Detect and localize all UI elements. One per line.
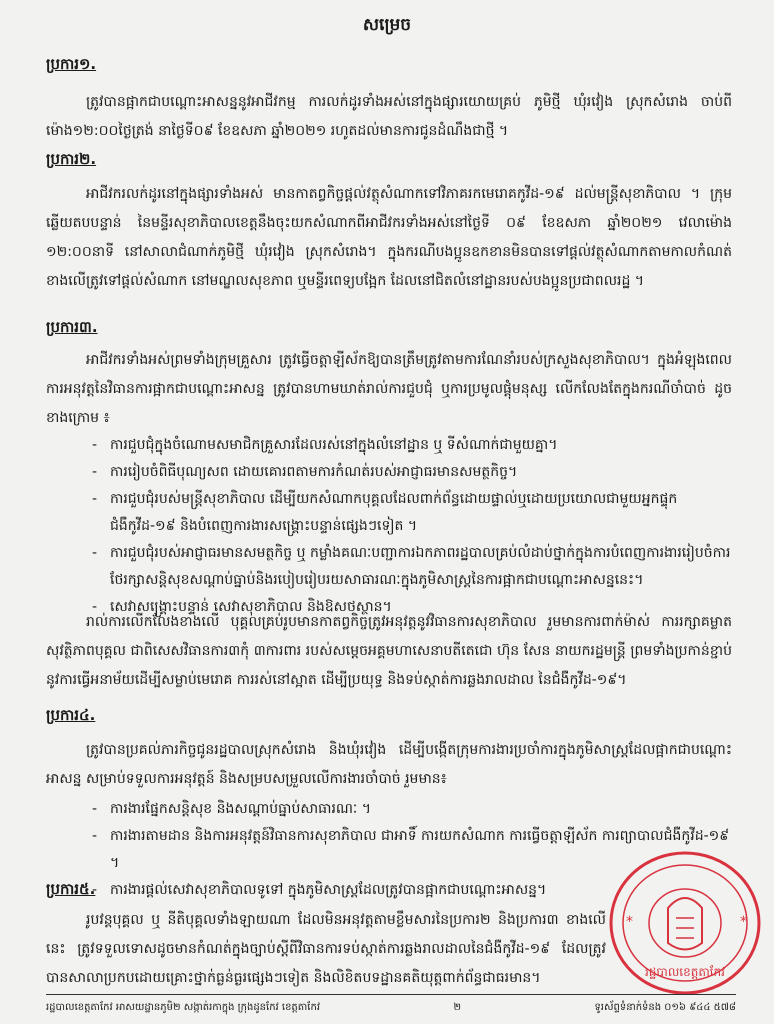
- article-2-heading: ប្រការ២.: [46, 150, 97, 168]
- article-3-body: អាជីវករទាំងអស់ព្រមទាំងក្រុមគ្រួសារ ត្រូវធ្វើចត្តាឡីស័កឱ្យបានត្រឹមត្រូវតាមការណែនាំរបស់ក្រសួងសុខាភិបាល។ ក្នុងអំឡុងពេលការអនុវត្តនៃវិធានការផ្អាកជាបណ្តោះអាសន្ន ត្រូវបានហាមឃាត់រាល់ការជួបជុំ ឬការប្រមូលផ្តុំមនុស្ស លើកលែងតែក្នុងករណីចាំបាច់ ដូចខាងក្រោម ៖: [46, 352, 732, 426]
- article-3-closing: រាល់ការលើកលែងខាងលើ បុគ្គលគ្រប់រូបមានកាតព្វកិច្ចត្រូវអនុវត្តនូវវិធានការសុខាភិបាល រួមមានការពាក់ម៉ាស់ ការរក្សាគម្លាតសុវត្ថិភាពបុគ្គល ជាពិសេសវិធានការ៣កុំ ៣ការពារ របស់សម្តេចអគ្គមហាសេនាបតីតេជោ ហ៊ុន សែន នាយករដ្ឋមន្ត្រី ព្រមទាំងប្រកាន់ខ្ជាប់នូវការធ្វើអនាម័យដើម្បីសម្លាប់មេរោគ ការរស់នៅស្អាត ដើម្បីប្រយុទ្ធ និងទប់ស្កាត់ការឆ្លងរាលដាល នៃជំងឺកូវីដ-១៩។: [46, 614, 732, 688]
- svg-text:*: *: [626, 914, 633, 930]
- list-item: - ការជួបជុំក្នុងចំណោមសមាជិកគ្រួសារដែលរស់នៅក្នុងលំនៅដ្ឋាន ឬ ទីសំណាក់ជាមួយគ្នា។: [88, 432, 732, 459]
- footer-phone: ទូរស័ព្ទទំនាក់ទំនង ០១៦ ៩៤៤ ៥៧៨: [594, 1001, 736, 1013]
- list-item: - ការរៀបចំពិធីបុណ្យសព ដោយគោរពតាមការកំណត់របស់អាជ្ញាធរមានសមត្ថកិច្ច។: [88, 459, 732, 486]
- article-1-body: ត្រូវបានផ្អាកជាបណ្តោះអាសន្ននូវអាជីវកម្ម ការលក់ដូរទាំងអស់នៅក្នុងផ្សារយោយគ្រប់ ភូមិថ្មី ឃុំរវៀង ស្រុកសំរោង ចាប់ពីម៉ោង១២:០០ថ្ងៃត្រង់ នាថ្ងៃទី០៩ ខែឧសភា ឆ្នាំ២០២១ រហូតដល់មានការជូនដំណឹងជាថ្មី ។: [46, 94, 732, 139]
- list-item: - ការជួបជុំរបស់មន្ត្រីសុខាភិបាល ដើម្បីយកសំណាកបុគ្គលដែលពាក់ព័ន្ធដោយផ្ទាល់ឬដោយប្រយោលជាមួយអ្នកផ្ទុកជំងឺកូវីដ-១៩ និងបំពេញការងារសង្គ្រោះបន្ទាន់ផ្សេងៗទៀត ។: [88, 486, 732, 540]
- list-item: - ការងារតាមដាន និងការអនុវត្តន៍វិធានការសុខាភិបាល ជាអាទិ៍ ការយកសំណាក ការធ្វើចត្តាឡីស័ក ការព្យាបាលជំងឺកូវីដ-១៩ ។: [88, 823, 732, 877]
- article-3-heading: ប្រការ៣.: [46, 318, 98, 336]
- footer-address: រដ្ឋបាលខេត្តតាកែវ អាសយដ្ឋានភូមិ២ សង្កាត់រកាក្នុង ក្រុងដូនកែវ ខេត្តតាកែវ: [46, 1001, 320, 1013]
- list-item: - សេវាសង្គ្រោះបន្ទាន់ សេវាសុខាភិបាល និងឱសថស្ថាន។: [88, 594, 732, 621]
- article-4-heading: ប្រការ៤.: [46, 706, 96, 724]
- article-5-body: រូបវន្តបុគ្គល ឬ នីតិបុគ្គលទាំងឡាយណា ដែលមិនអនុវត្តតាមខ្លឹមសារនៃប្រការ២ និងប្រការ៣ ខាងលើនេះ ត្រូវទទួលទោសដូចមានកំណត់ក្នុងច្បាប់ស្តីពីវិធានការទប់ស្កាត់ការឆ្លងរាលដាលនៃជំងឺកូវីដ-១៩ ដែលត្រូវបានសាលាប្រកបដោយគ្រោះថ្នាក់ធ្ងន់ធ្ងរផ្សេងៗទៀត និងលិខិតបទដ្ឋានគតិយុត្តពាក់ព័ន្ធជាធរមាន។: [46, 912, 606, 986]
- page-footer: [46, 994, 736, 1019]
- list-item: - ការងារផ្តល់សេវាសុខាភិបាលទូទៅ ក្នុងភូមិសាស្ត្រដែលត្រូវបានផ្អាកជាបណ្តោះអាសន្ន។: [88, 877, 732, 904]
- page-number: ២: [453, 1001, 462, 1013]
- article-3-exception-list: [88, 432, 732, 621]
- list-item: - ការជួបជុំរបស់អាជ្ញាធរមានសមត្ថកិច្ច ឬ កម្លាំងគណៈបញ្ជាការឯកភាពរដ្ឋបាលគ្រប់លំដាប់ថ្នាក់ក្នុងការបំពេញការងាររៀបចំការថែរក្សាសន្តិសុខសណ្តាប់ធ្នាប់និងរបៀបរៀបរយសាធារណៈក្នុងភូមិសាស្ត្រនៃការផ្អាកជាបណ្តោះអាសន្ននេះ។: [88, 540, 732, 594]
- seal-text: រដ្ឋបាលខេត្តតាកែវ: [645, 965, 725, 979]
- list-item: - ការងារផ្នែកសន្តិសុខ និងសណ្តាប់ធ្នាប់សាធារណៈ ។: [88, 796, 732, 823]
- article-4-body: ត្រូវបានប្រគល់ភារកិច្ចជូនរដ្ឋបាលស្រុកសំរោង និងឃុំរវៀង ដើម្បីបង្កើតក្រុមការងារប្រចាំការក្នុងភូមិសាស្ត្រដែលផ្អាកជាបណ្តោះអាសន្ន សម្រាប់ទទួលការអនុវត្តន៍ និងសម្របសម្រួលលើការងារចាំបាច់ រួមមាន៖: [46, 742, 732, 787]
- official-seal-stamp: [606, 848, 764, 998]
- document-title: សម្រេច: [362, 15, 412, 35]
- article-5-heading: ប្រការ៥.: [46, 880, 96, 898]
- svg-text:*: *: [740, 914, 747, 930]
- article-1-heading: ប្រការ១.: [46, 55, 97, 73]
- article-2-body: អាជីវករលក់ដូរនៅក្នុងផ្សារទាំងអស់ មានកាតព្វកិច្ចផ្តល់វត្ថុសំណាកទៅវិភាគរកមេរោគកូវីដ-១៩ ដល់មន្ត្រីសុខាភិបាល ។ ក្រុមឆ្លើយតបបន្ទាន់ នៃមន្ទីរសុខាភិបាលខេត្តនឹងចុះយកសំណាកពីអាជីវករទាំងអស់នៅថ្ងៃទី ០៩ ខែឧសភា ឆ្នាំ២០២១ វេលាម៉ោង ១២:០០នាទី នៅសាលាជំណាក់ភូមិថ្មី ឃុំរវៀង ស្រុកសំរោង។ ក្នុងករណីបងប្អូនឧកខានមិនបានទៅផ្តល់វត្ថុសំណាកតាមកាលកំណត់ខាងលើត្រូវទៅផ្តល់សំណាក នៅមណ្ឌលសុខភាព ឬមន្ទីរពេទ្យបង្អែក ដែលនៅជិតលំនៅដ្ឋានរបស់បងប្អូនប្រជាពលរដ្ឋ ។: [46, 186, 732, 289]
